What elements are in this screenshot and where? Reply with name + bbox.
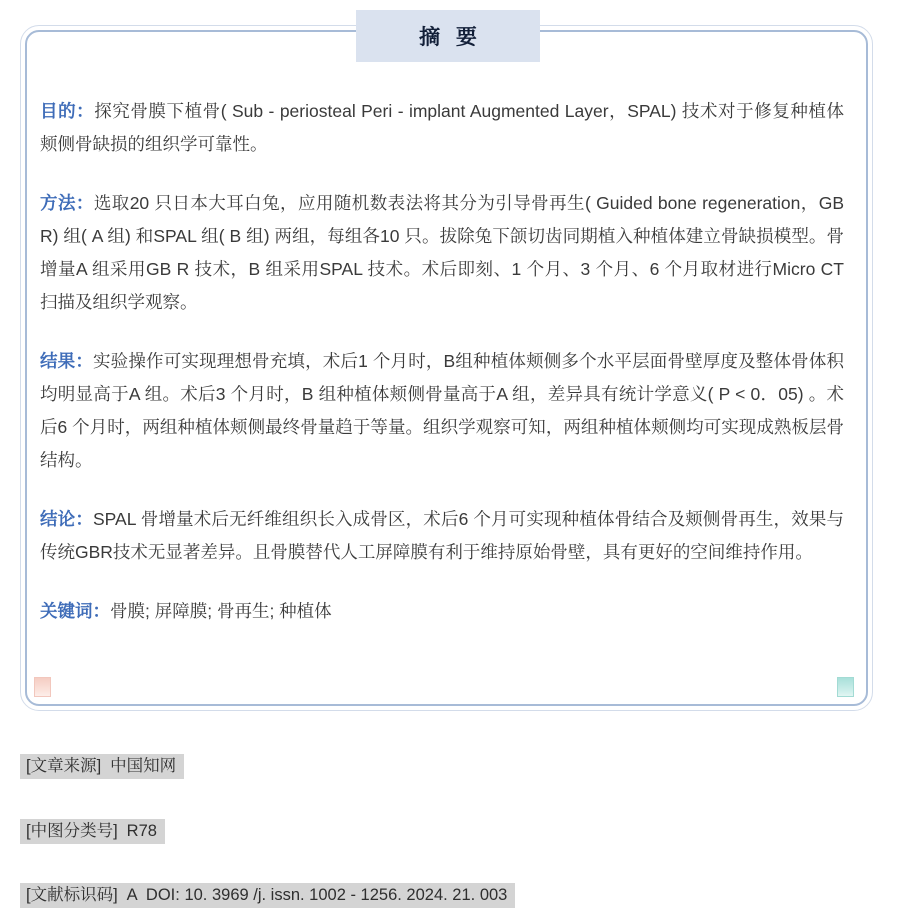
results-paragraph	[40, 345, 844, 477]
methods-label: 方法：	[40, 193, 94, 213]
conclusion-text: SPAL 骨增量术后无纤维组织长入成骨区，术后6 个月可实现种植体骨结合及颊侧骨再生，效果与传统GBR技术无显著差异。且骨膜替代人工屏障膜有利于维持原始骨壁，具有更好的空间维持作用。	[40, 509, 845, 562]
source-label: [文章来源]	[26, 757, 102, 775]
purpose-text: 探究骨膜下植骨( Sub - periosteal Peri - implant Augmented Layer，SPAL) 技术对于修复种植体颊侧骨缺损的组织学可靠性。	[40, 101, 844, 154]
keywords-label: 关键词：	[40, 601, 110, 621]
document-code-row	[20, 881, 515, 905]
document-code-label: [文献标识码]	[26, 886, 118, 904]
abstract-title: 摘 要	[356, 10, 540, 62]
classification-label: [中图分类号]	[26, 822, 118, 840]
conclusion-paragraph	[40, 503, 844, 569]
source-highlight	[20, 754, 184, 779]
source-value: 中国知网	[110, 757, 177, 775]
purpose-label: 目的：	[40, 101, 95, 121]
methods-text: 选取20 只日本大耳白兔，应用随机数表法将其分为引导骨再生( Guided bone regeneration，GB R) 组( A 组) 和SPAL 组( B 组) 两组，每组各10 只。拔除兔下颌切齿同期植入种植体建立骨缺损模型。骨增量A 组采用GB R 技术，B 组采用SPAL 技术。术后即刻、1 个月、3 个月、6 个月取材进行Micro CT 扫描及组织学观察。	[40, 193, 849, 312]
pink-marker-square	[34, 677, 51, 697]
keywords-text: 骨膜; 屏障膜; 骨再生; 种植体	[110, 601, 332, 621]
purpose-paragraph	[40, 95, 844, 161]
results-label: 结果：	[40, 351, 94, 371]
teal-marker-square	[837, 677, 854, 697]
document-code-value: A DOI: 10. 3969 /j. issn. 1002 - 1256. 2024. 21. 003	[126, 886, 508, 904]
classification-value: R78	[126, 822, 157, 840]
classification-highlight	[20, 819, 165, 844]
abstract-card	[25, 30, 868, 706]
results-text: 实验操作可实现理想骨充填，术后1 个月时，B组种植体颊侧多个水平层面骨壁厚度及整体骨体积均明显高于A 组。术后3 个月时，B 组种植体颊侧骨量高于A 组，差异具有统计学意义( P < 0．05) 。术后6 个月时，两组种植体颊侧最终骨量趋于等量。组织学观察可知，两组种植体颊侧均可实现成熟板层骨结构。	[40, 351, 844, 470]
keywords-paragraph	[40, 595, 844, 628]
document-code-highlight	[20, 883, 515, 908]
classification-row	[20, 817, 165, 841]
methods-paragraph	[40, 187, 849, 319]
conclusion-label: 结论：	[40, 509, 93, 529]
abstract-content	[27, 32, 866, 654]
source-row	[20, 752, 184, 776]
